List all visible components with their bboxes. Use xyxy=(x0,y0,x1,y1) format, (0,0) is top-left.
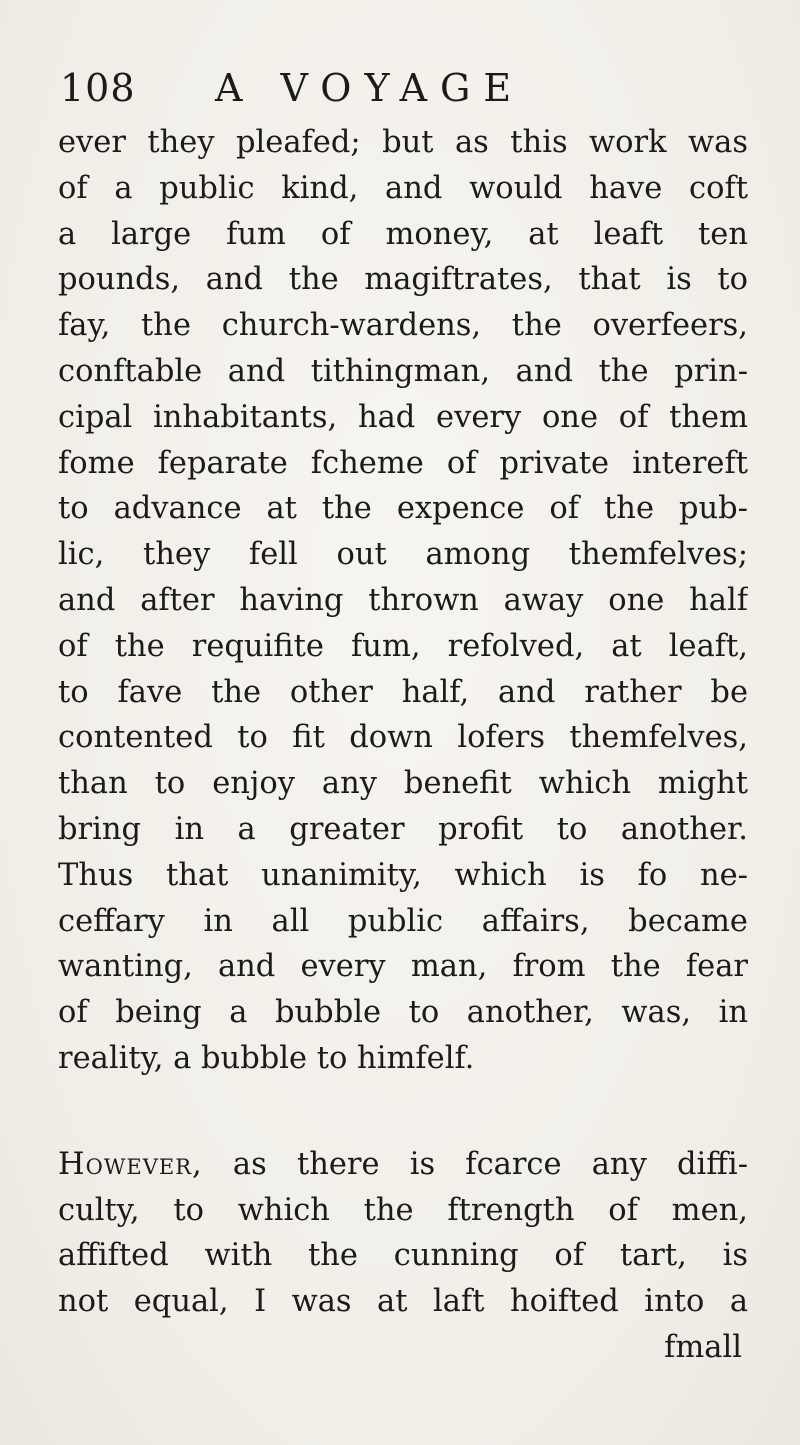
text-line: Thus that unanimity, which is fo ne- xyxy=(58,857,748,893)
body-text xyxy=(58,120,748,1371)
text-line: of a public kind, and would have coft xyxy=(58,170,748,206)
text-line: lic, they fell out among themfelves; xyxy=(58,537,748,573)
text-line: of the requifite fum, refolved, at leaft, xyxy=(58,628,748,664)
paragraph-2 xyxy=(58,1142,748,1325)
text-line: than to enjoy any benefit which might xyxy=(58,766,748,802)
text-line: of being a bubble to another, was, in xyxy=(58,995,748,1031)
text-line: bring in a greater profit to another. xyxy=(58,811,748,847)
text-line: reality, a bubble to himfelf. xyxy=(58,1040,475,1076)
text-line: ever they pleafed; but as this work was xyxy=(58,125,748,160)
text-line: affifted with the cunning of tart, is xyxy=(58,1238,748,1274)
text-line xyxy=(58,1142,748,1188)
text-line: pounds, and the magiftrates, that is to xyxy=(58,262,748,298)
running-title: A VOYAGE xyxy=(215,66,525,110)
text-line: ceffary in all public affairs, became xyxy=(58,903,748,939)
text-line: to fave the other half, and rather be xyxy=(58,674,748,710)
paragraph-lead-word: However, xyxy=(58,1146,203,1182)
text-line: a large fum of money, at leaft ten xyxy=(58,216,748,252)
paragraph-spacer xyxy=(58,1082,748,1142)
catchword: fmall xyxy=(664,1329,742,1365)
text-line: cipal inhabitants, had every one of them xyxy=(58,399,748,435)
text-line: fay, the church-wardens, the overfeers, xyxy=(58,308,748,344)
catchword-row xyxy=(58,1325,748,1371)
text-line: culty, to which the ftrength of men, xyxy=(58,1192,748,1228)
line-continuation: as there is fcarce any diffi- xyxy=(202,1146,748,1182)
page-header xyxy=(0,66,800,112)
paragraph-1 xyxy=(58,120,748,1082)
page-number: 108 xyxy=(60,66,136,110)
text-line: not equal, I was at laft hoifted into a xyxy=(58,1284,748,1320)
text-line: wanting, and every man, from the fear xyxy=(58,949,748,985)
text-line: fome feparate fcheme of private intereft xyxy=(58,445,748,481)
text-line: contented to fit down lofers themfelves, xyxy=(58,720,748,756)
text-line: to advance at the expence of the pub- xyxy=(58,491,748,527)
text-line: and after having thrown away one half xyxy=(58,582,748,618)
text-line: conftable and tithingman, and the prin- xyxy=(58,353,748,389)
